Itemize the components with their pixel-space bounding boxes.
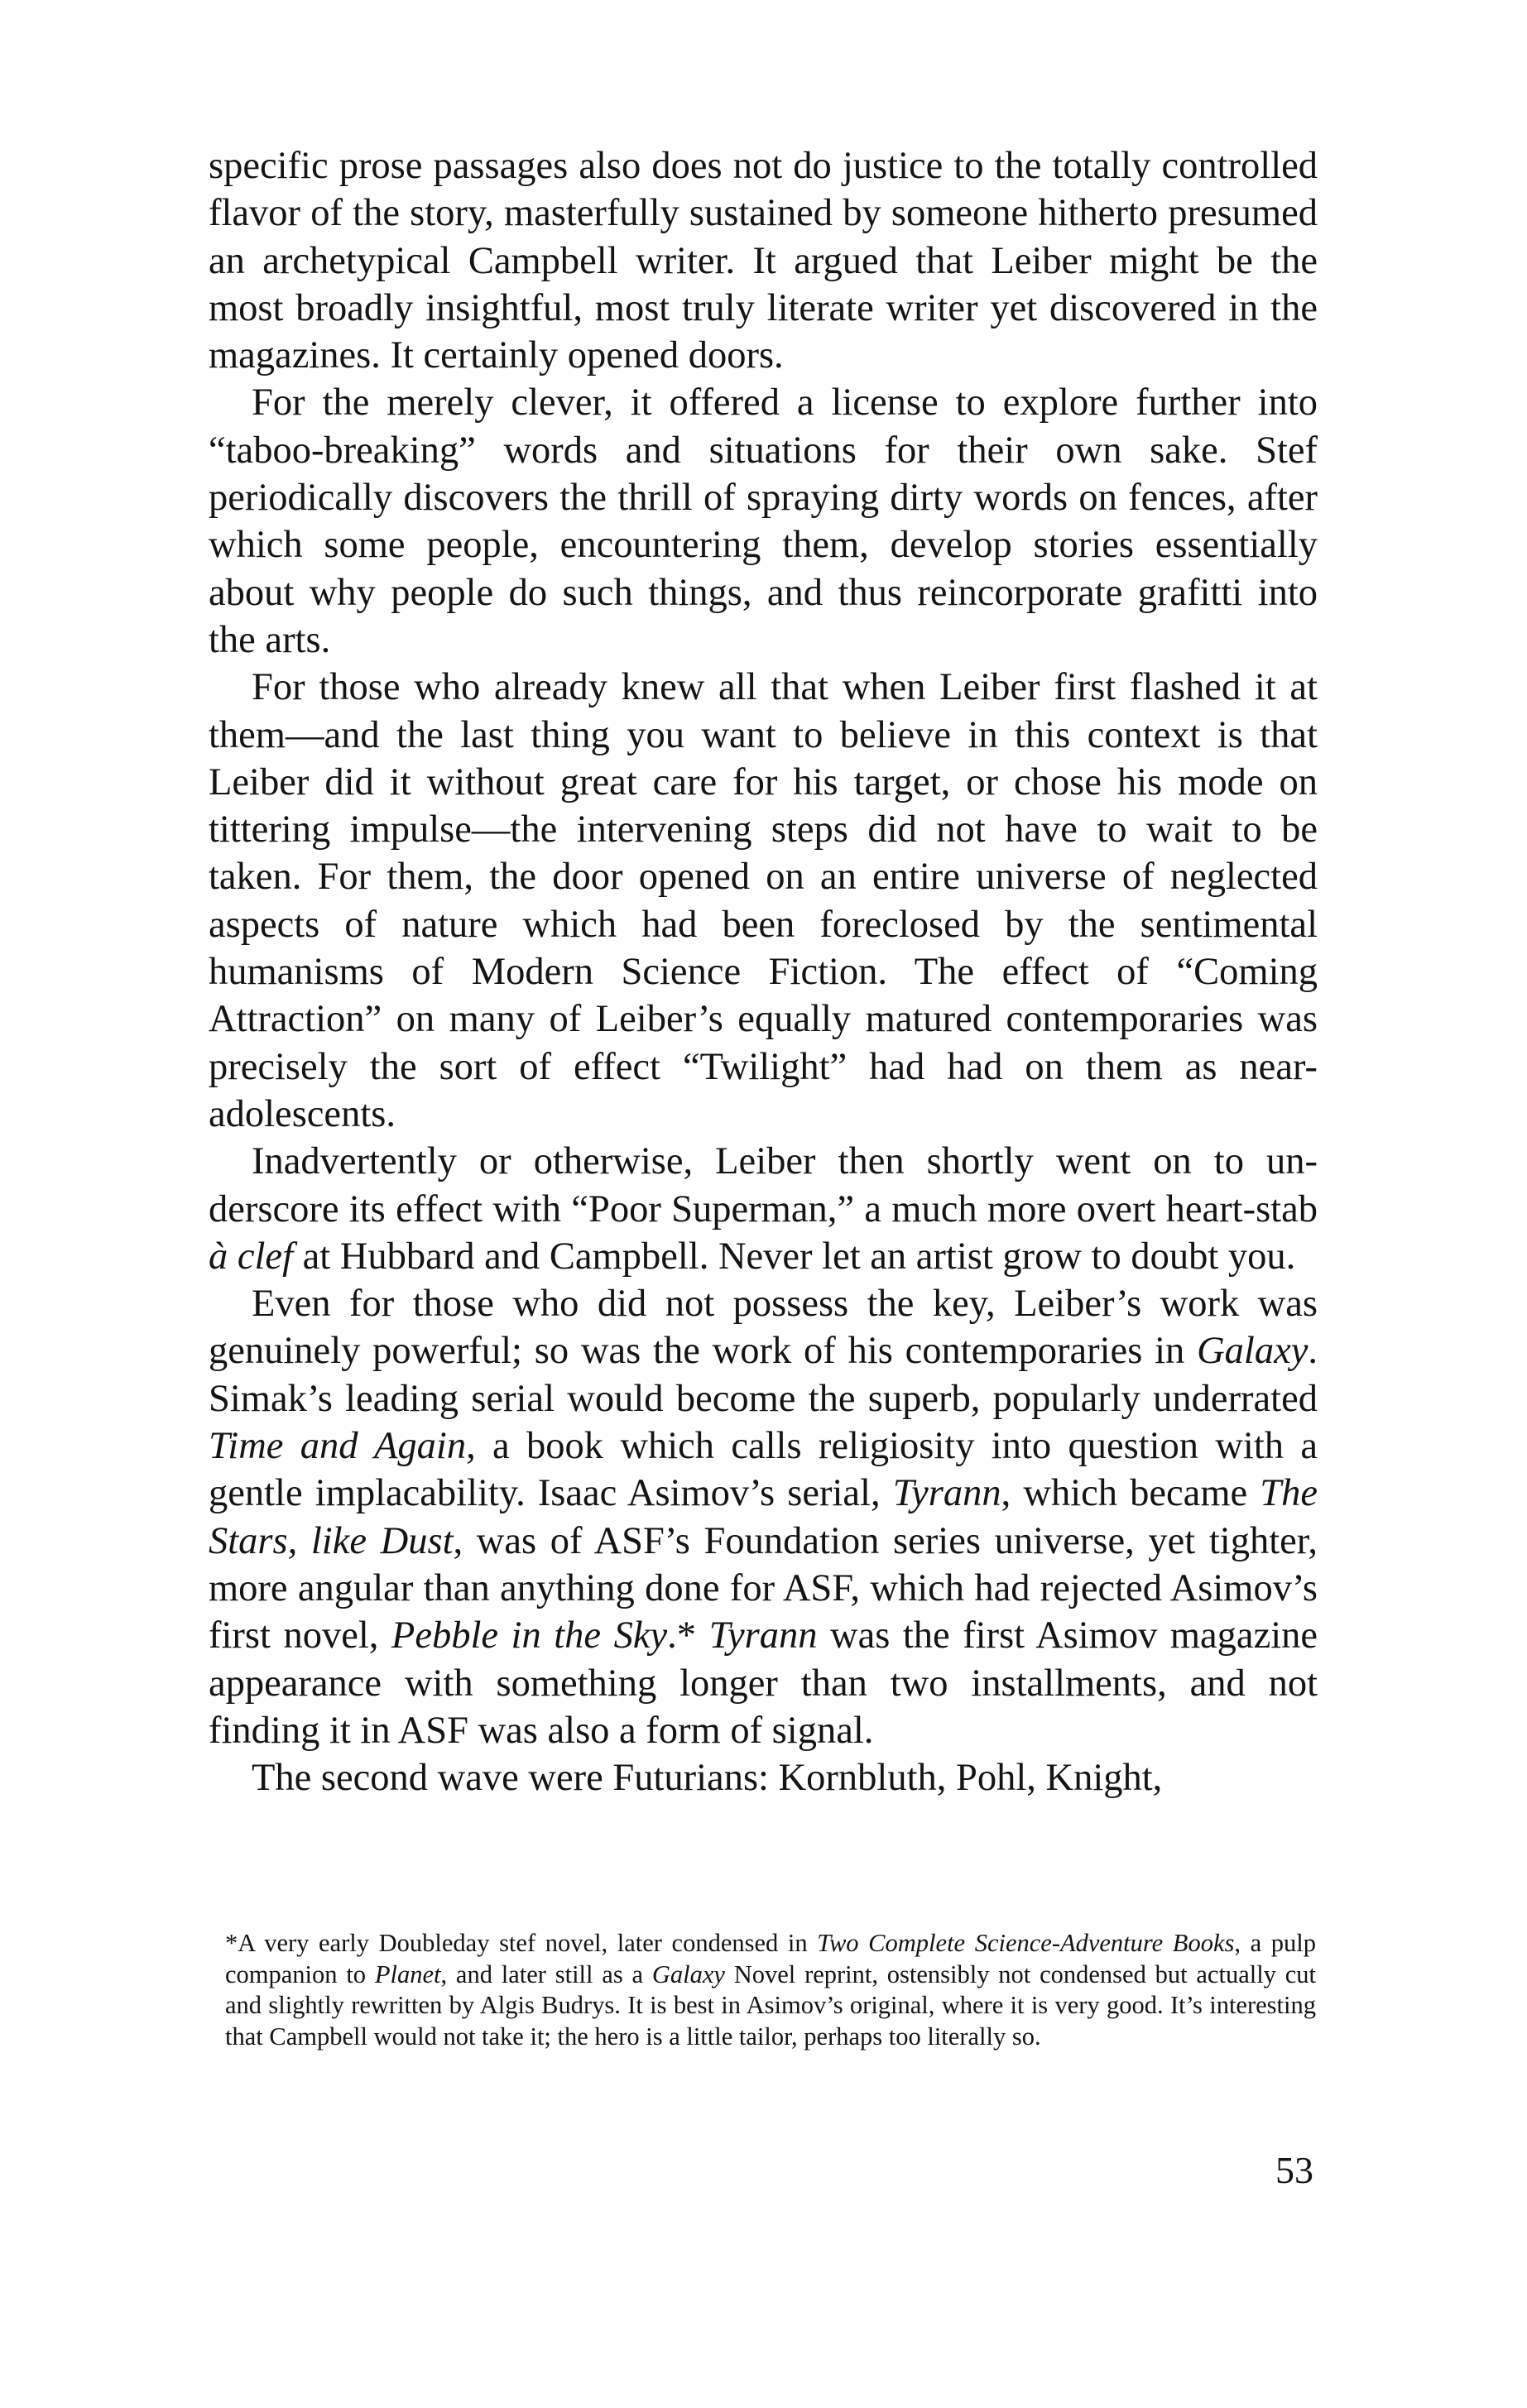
page-number: 53 <box>1275 2149 1313 2191</box>
paragraph-5-text-2: . Simak’s leading serial would become the superb, popularly underrated <box>209 1330 1318 1420</box>
paragraph-6 <box>209 1754 1318 1801</box>
italic-time-and-again: Time and Again <box>209 1425 467 1468</box>
paragraph-5-text-3: , a book which calls religiosity into question with a gentle implacability. Isaac Asimov’s serial, <box>209 1425 1318 1515</box>
footnote <box>225 1928 1316 2052</box>
footnote-marker: .* <box>667 1614 709 1657</box>
footnote-italic-galaxy: Galaxy <box>651 1959 725 1988</box>
paragraph-5 <box>209 1280 1318 1754</box>
footnote-text-2: , a pulp companion to <box>225 1929 1316 1988</box>
paragraph-5-text-1: Even for those who did not possess the key, Leiber’s work was genuinely powerful; so was the work of his contemporaries in <box>209 1283 1318 1373</box>
italic-tyrann: Tyrann <box>892 1472 1001 1515</box>
paragraph-5-text-5: , was of ASF’s Foundation series universe, yet tighter, more angular than anything done for ASF, which had rejected Asimov’s first novel, <box>209 1519 1318 1657</box>
paragraph-2-text: For the merely clever, it offered a license to explore further into “taboo-breaking” words and situations for their own sake. Stef periodically discovers the thrill of spraying dirty words on fences, after which some people, encountering them, develop stories essentially about why people do such things, and thus reincorporate grafitti into the arts. <box>209 381 1318 661</box>
italic-pebble-in-the-sky: Pebble in the Sky <box>391 1614 668 1657</box>
paragraph-1-text: specific prose passages also does not do justice to the totally controlled flavor of the story, masterfully sustained by someone hitherto presumed an archetypical Campbell writer. It argued that Leiber might be the most broadly insightful, most truly literate writer yet discovered in the magazines. It certainly opened doors. <box>209 145 1318 377</box>
paragraph-4-italic-a-clef: à clef <box>209 1235 293 1278</box>
footnote-italic-two-complete: Two Complete Science-Adventure Books <box>817 1929 1235 1957</box>
footnote-text-1: *A very early Doubleday stef novel, later condensed in <box>225 1929 818 1957</box>
paragraph-5-text-6: was the first Asimov magazine appearance with something longer than two installments, and not finding it in ASF was also a form of signal. <box>209 1614 1318 1752</box>
paragraph-2 <box>209 379 1318 664</box>
italic-stars-like-dust: The Stars, like Dust <box>209 1472 1318 1562</box>
paragraph-6-text: The second wave were Futurians: Kornbluth, Pohl, Knight, <box>252 1757 1163 1800</box>
paragraph-5-text-4: , which became <box>1001 1472 1260 1515</box>
italic-tyrann-2: Tyrann <box>708 1614 818 1657</box>
paragraph-4-text-end: at Hubbard and Campbell. Never let an artist grow to doubt you. <box>293 1235 1296 1278</box>
italic-galaxy: Galaxy <box>1197 1330 1309 1373</box>
paragraph-3-text: For those who already knew all that when Leiber first flashed it at them—and the last thing you want to believe in this context is that Leiber did it without great care for his target, or chose his mode on tittering impulse—the intervening steps did not have to wait to be taken. For them, the door opened on an entire universe of neglected aspects of nature which had been foreclosed by the sentimental humanisms of Modern Science Fiction. The effect of “Coming Attraction” on many of Leiber’s equally matured contemporaries was precisely the sort of effect “Twilight” had had on them as near-adolescents. <box>209 666 1318 1135</box>
footnote-text <box>225 1928 1316 2052</box>
footnote-text-3: , and later still as a <box>440 1959 652 1988</box>
paragraph-3 <box>209 664 1318 1138</box>
footnote-italic-planet: Planet <box>374 1959 441 1988</box>
footnote-text-4: Novel reprint, ostensibly not condensed but actually cut and slightly rewritten by Algis Budrys. It is best in Asimov’s original, where it is very good. It’s interesting that Campbell would not take it; the hero is a little tailor, perhaps too literally so. <box>225 1959 1316 2051</box>
paragraph-4-text: Inadvertently or otherwise, Leiber then shortly went on to underscore its effect with “Poor Superman,” a much more overt heart-stab <box>209 1140 1318 1230</box>
body-text <box>209 142 1318 1801</box>
paragraph-4 <box>209 1138 1318 1280</box>
paragraph-1 <box>209 142 1318 379</box>
